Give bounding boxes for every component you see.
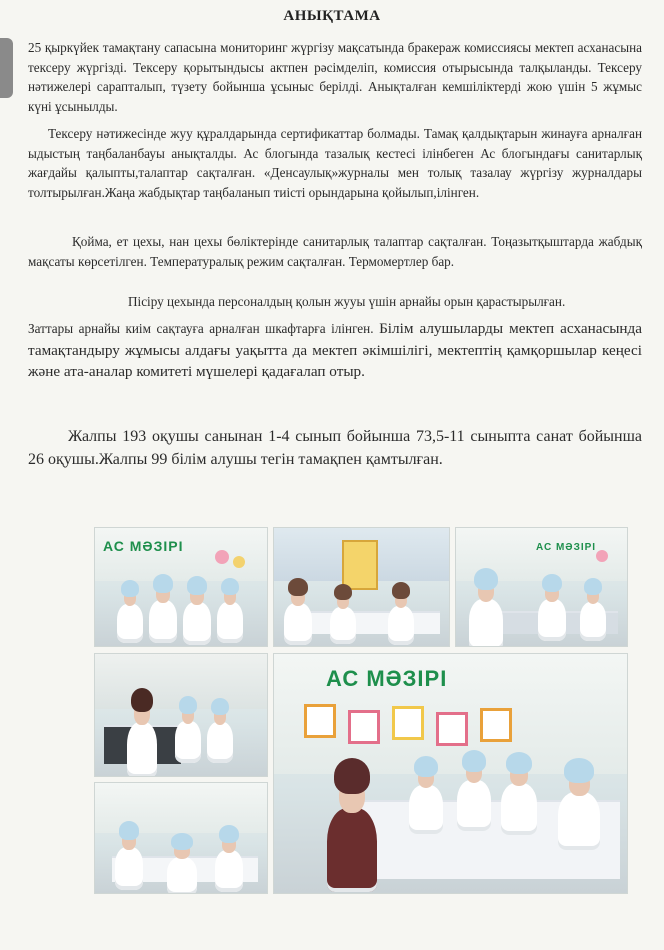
paragraph-block-2 (28, 124, 642, 202)
paragraph-5-large: Білім алушыларды мектеп асханасында тамақтандыру жұмысы алдағы уақытта да мектеп әкімшілігі, мектептің қамқоршылар кеңесі және ата-аналар комитеті мүшелері қадағалап отыр. (28, 320, 643, 381)
photo-serving-counter (94, 653, 268, 777)
paragraph-3: Қойма, ет цехы, нан цехы бөліктерінде санитарлық талаптар сақталған. Тоңазытқыштарда жабдық мақсаты көрсетілген. Температуралық режим сақталған. Термомертлер бар. (28, 234, 642, 269)
scroll-tab-marker (0, 38, 13, 98)
paragraph-block-4 (28, 292, 642, 312)
paragraph-1: 25 қыркүйек тамақтану сапасына мониторинг жүргізу мақсатында бракераж комиссиясы мектеп асханасына тексеру жүргізді. Тексеру қорытындысы актпен рәсімделіп, комиссия отырысында талқыланды. Тексеру нәтижелері сарапталып, түзету бойынша ұсыныс берілді. Анықталған кемшіліктерді жою үшін 5 жұмыс күні ұсынылды. (28, 40, 642, 114)
menu-sign-tiny: АС МӘЗІРІ (536, 542, 597, 553)
document-title: АНЫҚТАМА (283, 8, 381, 24)
paragraph-block-6 (28, 426, 642, 471)
menu-sign-large: АС МӘЗІРІ (326, 666, 448, 691)
paragraph-4: Пісіру цехында персоналдың қолын жууы үшін арнайы орын қарастырылған. (128, 294, 566, 309)
photo-staff-briefing (94, 527, 268, 647)
paragraph-block-3 (28, 232, 642, 271)
paragraph-5-small: Заттары арнайы киім сақтауға арналған шкафтарға ілінген. (28, 321, 374, 336)
paragraph-6: Жалпы 193 оқушы санынан 1-4 сынып бойынша 73,5-11 сыныпта санат бойынша 26 оқушы.Жалпы 99 білім алушы тегін тамақпен қамтылған. (28, 428, 642, 468)
menu-sign: АС МӘЗІРІ (103, 538, 184, 554)
photo-food-preparation (94, 782, 268, 894)
paragraph-5 (28, 318, 642, 383)
photo-kitchen-inspection (455, 527, 628, 647)
paragraph-2: Тексеру нәтижесінде жуу құралдарында сертификаттар болмады. Тамақ қалдықтарын жинауға арналған ыдыстың таңбаланбауы анықталды. Ас блогында тазалық кестесі ілінбеген Ас блогындағы санитарлық жағдайы қалыпты,талаптар сақталған. «Денсаулық»журналы мен толық тазалау жүргізу журналдары толтырылған.Жаңа жабдықтар таңбаланып тиісті орындарына қойылып,ілінген. (28, 126, 642, 200)
photo-dining-hall (273, 527, 450, 647)
paragraph-block-1 (28, 38, 642, 116)
paragraph-block-5 (28, 318, 642, 383)
photo-menu-board-table (273, 653, 628, 894)
